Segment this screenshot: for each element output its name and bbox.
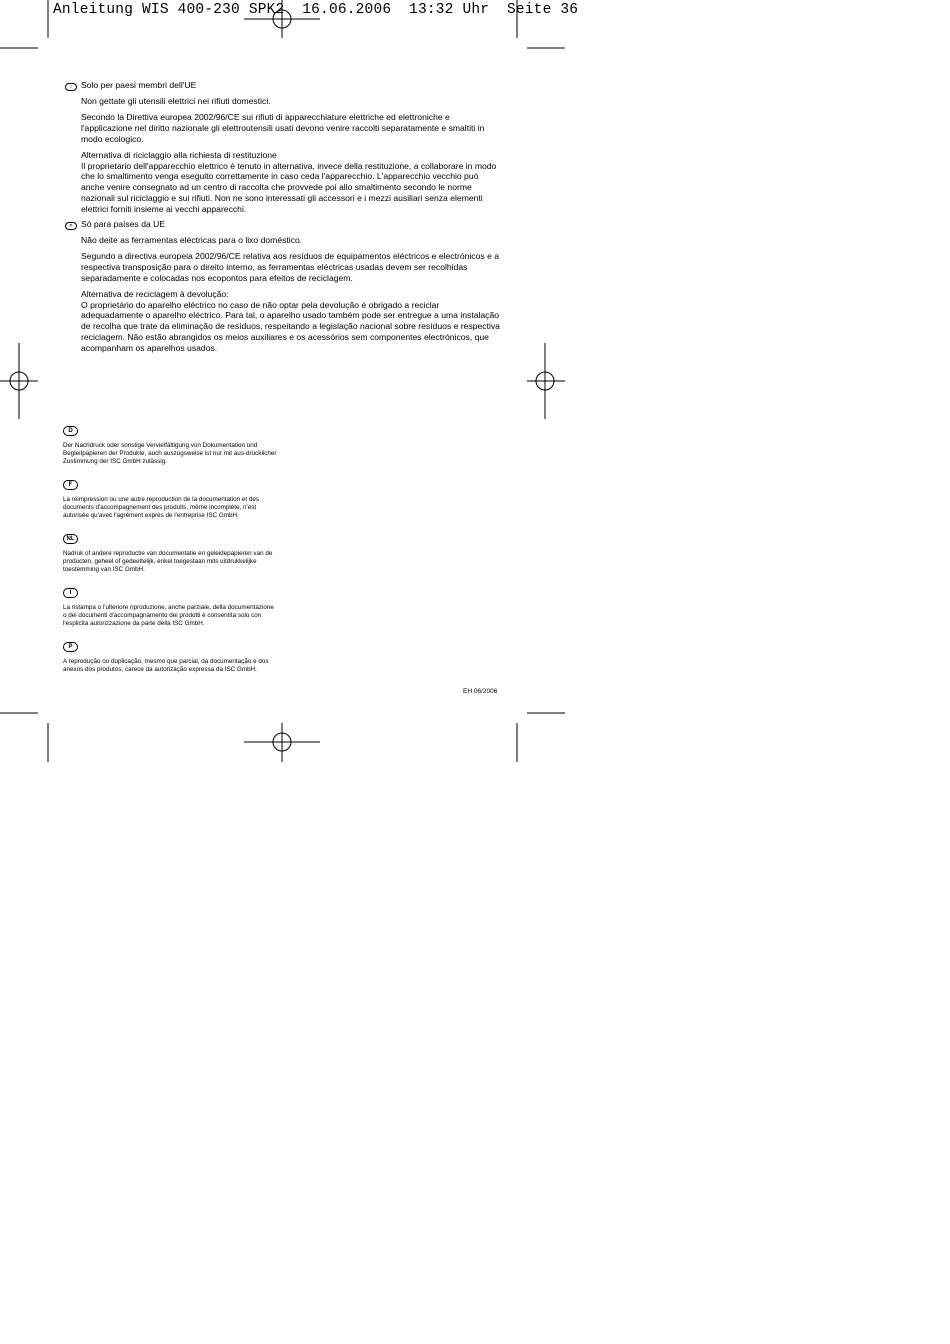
registration-mark-right (536, 372, 554, 390)
portuguese-heading: Só para países da UE (81, 219, 166, 229)
portugal-flag-icon: P (65, 222, 77, 230)
language-badge-pt: P (63, 642, 78, 652)
language-badge-nl: NL (63, 534, 78, 544)
copyright-text-pt: A reprodução ou duplicação, mesmo que parcial, da documentação e dos anexos dos produtos, carece da autorização expressa da ISC GmbH. (63, 658, 269, 673)
portuguese-section (69, 219, 501, 359)
copyright-text-de: Der Nachdruck oder sonstige Vervielfältigung von Dokumentation und Begleitpapieren der Produkte, auch auszugsweise ist nur mit aus-drücklicher Zustimmung der ISC GmbH zulässig. (63, 442, 277, 465)
portuguese-paragraph-1: Não deite as ferramentas eléctricas para o lixo doméstico. (81, 235, 303, 246)
copyright-text-it: La ristampa o l'ulteriore riproduzione, anche parziale, della documentazione o dei documenti d'accompagnamento dei prodotti è consentita solo con l'esplicita autorizzazione da parte della ISC GmbH. (63, 604, 274, 627)
copyright-notice-de (63, 426, 278, 466)
italian-paragraph-1: Non gettate gli utensili elettrici nei rifiuti domestici. (81, 96, 271, 107)
language-badge-fr: F (63, 480, 78, 490)
italy-flag-icon: I (65, 83, 77, 91)
copyright-notice-nl (63, 534, 278, 574)
registration-mark-bottom (273, 733, 291, 751)
copyright-notice-it (63, 588, 278, 628)
copyright-text-fr: La réimpression ou une autre reproduction de la documentation et des documents d'accompagnement des produits, même incomplète, n'est autorisée qu'avec l'agrément exprès de l'entreprise ISC GmbH. (63, 496, 260, 519)
registration-mark-left (10, 372, 28, 390)
document-code: EH 06/2006 (463, 688, 498, 695)
portuguese-paragraph-2: Segundo a directiva europeia 2002/96/CE relativa aos resíduos de equipamentos eléctricos e electrónicos e a respectiva transposição para o direito interno, as ferramentas eléctricas usadas devem ser recolhidas separadamente e colocadas nos ecopontos para efeitos de reciclagem. (81, 251, 500, 283)
print-header: Anleitung WIS 400-230 SPK2 16.06.2006 13:32 Uhr Seite 36 (53, 2, 579, 18)
italian-alternative-text: Il proprietario dell'apparecchio elettrico è tenuto in alternativa, invece della restituzione, a collaborare in modo che lo smaltimento venga eseguito correttamente in caso ceda l'apparecchio. L'apparecchio vecchio può anche venire consegnato ad un centro di raccolta che provvede poi allo smaltimento secondo le norme nazionali sul riciclaggio e sui rifiuti. Non ne sono interessati gli accessori e i mezzi ausiliari senza elementi elettrici forniti insieme ai vecchi apparecchi. (81, 160, 497, 214)
italian-heading: Solo per paesi membri dell'UE (81, 80, 197, 90)
language-badge-it: I (63, 588, 78, 598)
italian-alternative-title: Alternativa di riciclaggio alla richiesta di restituzione (81, 150, 277, 161)
italian-section (70, 80, 501, 220)
portuguese-alternative-text: O proprietário do aparelho eléctrico no caso de não optar pela devolução é obrigado a reciclar adequadamente o aparelho eléctrico. Para tal, o aparelho usado também pode ser entregue a uma instalação de recolha que trate da eliminação de resíduos, respeitando a legislação nacional sobre resíduos e respectiva reciclagem. Não estão abrangidos os meios auxiliares e os acessórios sem componentes electrónicos, que acompanham os aparelhos usados. (81, 299, 500, 353)
copyright-notice-pt (63, 642, 278, 674)
italian-paragraph-2: Secondo la Direttiva europea 2002/96/CE sui rifiuti di apparecchiature elettriche ed elettroniche e l'applicazione nel diritto nazionale gli elettroutensili usati devono venire raccolti separatamente e smaltiti in modo ecologico. (81, 112, 485, 144)
language-badge-de: D (63, 426, 78, 436)
copyright-notice-fr (63, 480, 278, 520)
portuguese-alternative-title: Alternativa de reciclagem à devolução: (81, 289, 229, 300)
copyright-text-nl: Nadruk of andere reproductie van documentatie en geleidepapieren van de producten, geheel of gedeeltelijk, enkel toegestaan mits uitdrukkelijke toestemming van ISC GmbH. (63, 550, 273, 573)
